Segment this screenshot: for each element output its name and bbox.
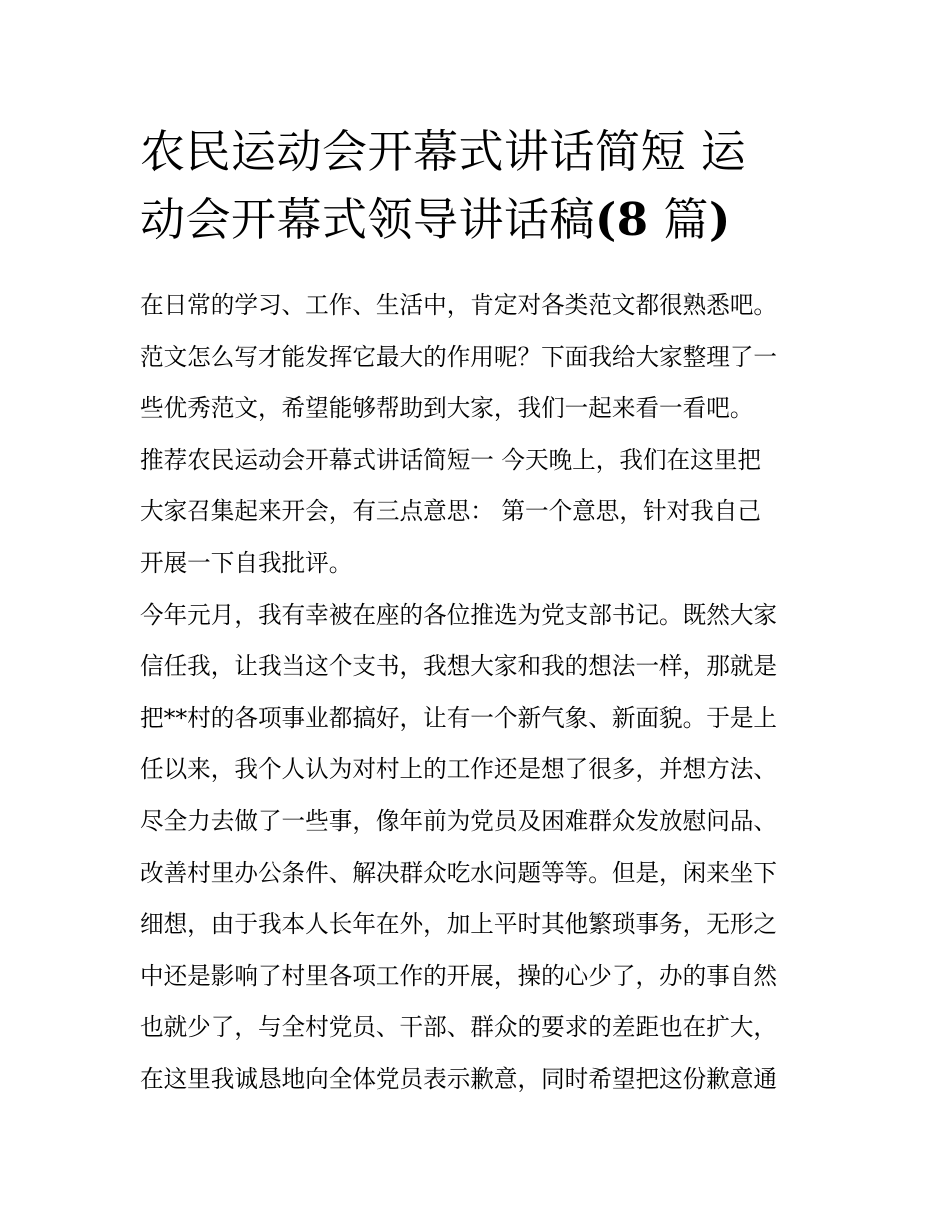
body-line: 在这里我诚恳地向全体党员表示歉意，同时希望把这份歉意通 (140, 1064, 778, 1093)
title-line-1: 农民运动会开幕式讲话简短 运 (140, 125, 747, 178)
body-line: 把**村的各项事业都搞好，让有一个新气象、新面貌。于是上 (140, 703, 778, 732)
body-line: 中还是影响了村里各项工作的开展，操的心少了，办的事自然 (140, 961, 778, 990)
title-count-close: ) (708, 193, 731, 246)
body-line: 推荐农民运动会开幕式讲话简短一 今天晚上，我们在这里把 (140, 445, 761, 474)
body-line: 大家召集起来开会，有三点意思： 第一个意思，针对我自己 (140, 497, 761, 526)
body-line: 范文怎么写才能发挥它最大的作用呢？下面我给大家整理了一 (140, 342, 778, 371)
document-title (140, 118, 830, 254)
body-line: 任以来，我个人认为对村上的工作还是想了很多，并想方法、 (140, 755, 778, 784)
body-line: 今年元月，我有幸被在座的各位推选为党支部书记。既然大家 (140, 600, 778, 629)
title-count-unit: 篇 (648, 193, 709, 246)
body-line: 也就少了，与全村党员、干部、群众的要求的差距也在扩大， (140, 1013, 778, 1042)
body-line: 尽全力去做了一些事，像年前为党员及困难群众发放慰问品、 (140, 806, 778, 835)
body-line: 信任我，让我当这个支书，我想大家和我的想法一样，那就是 (140, 652, 778, 681)
title-line-2-text: 动会开幕式领导讲话稿 (140, 193, 596, 246)
title-line-2 (140, 186, 830, 254)
title-count-open: (8 (595, 193, 649, 246)
document-body (140, 280, 830, 1106)
body-line: 在日常的学习、工作、生活中，肯定对各类范文都很熟悉吧。 (140, 291, 778, 319)
body-line: 细想，由于我本人长年在外，加上平时其他繁琐事务，无形之 (140, 910, 778, 939)
body-line: 开展一下自我批评。 (140, 548, 353, 577)
body-line: 些优秀范文，希望能够帮助到大家，我们一起来看一看吧。 (140, 394, 754, 423)
body-line: 改善村里办公条件、解决群众吃水问题等等。但是，闲来坐下 (140, 858, 778, 887)
